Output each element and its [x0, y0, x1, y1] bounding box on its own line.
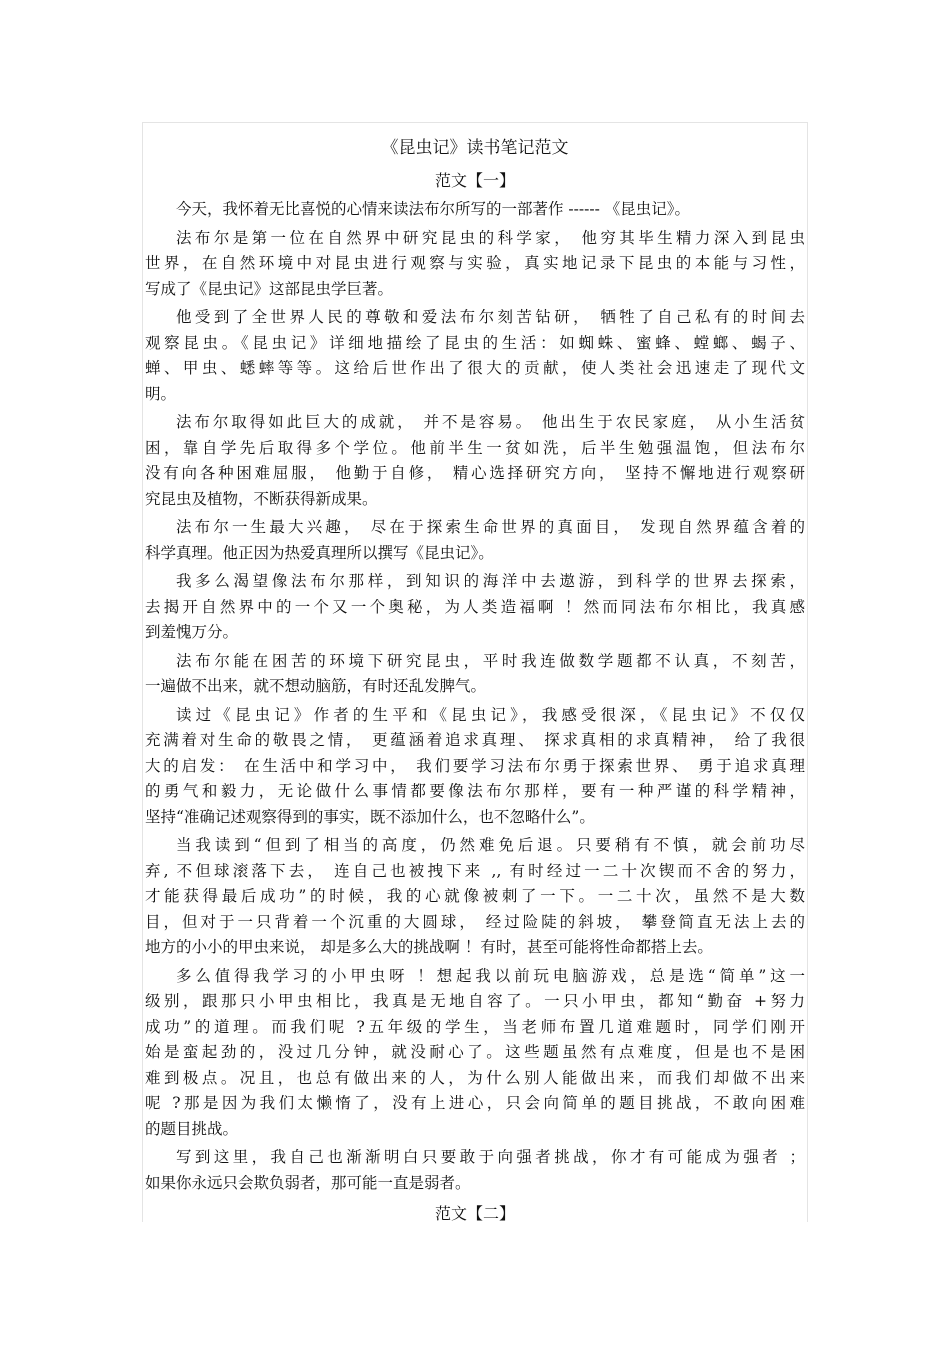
paragraph-line: 坚持“准确记述观察得到的事实，既不添加什么，也不忽略什么”。	[145, 807, 595, 826]
paragraph-line: 明。	[145, 384, 177, 403]
paragraph-line: 当我读到“但到了相当的高度，仍然难免后退。只要稍有不慎，就会前功尽	[176, 836, 805, 854]
paragraph-line: 科学真理。他正因为热爱真理所以撰写《昆虫记》。	[145, 543, 494, 562]
paragraph	[145, 703, 805, 831]
paragraph-line: 的勇气和毅力，无论做什么事情都要像法布尔那样，要有一种严谨的科学精神，	[145, 782, 805, 800]
paragraph-line: 法布尔能在困苦的环境下研究昆虫，平时我连做数学题都不认真，不刻苦，	[176, 651, 805, 670]
paragraph	[145, 964, 805, 1143]
paragraph-line: 观察昆虫。《昆虫记》详细地描绘了昆虫的生活：如蜘蛛、蜜蜂、螳螂、蝎子、	[145, 333, 805, 352]
paragraph-line: 究昆虫及植物，不断获得新成果。	[145, 489, 378, 508]
paragraph-line: 今天，我怀着无比喜悦的心情来读法布尔所写的一部著作 ------ 《昆虫记》。	[176, 200, 691, 218]
paragraph-line: 地方的小小的甲虫来说， 却是多么大的挑战啊 ！有时，甚至可能将性命都搭上去。	[145, 938, 713, 956]
paragraph	[145, 515, 805, 566]
paragraph	[145, 569, 805, 646]
paragraph-line: 呢 ?那是因为我们太懒惰了，没有上进心，只会向简单的题目挑战，不敢向困难	[145, 1094, 805, 1112]
paragraph-line: 没有向各种困难屈服， 他勤于自修， 精心选择研究方向， 坚持不懈地进行观察研	[145, 464, 805, 482]
paragraph-line: 世界，在自然环境中对昆虫进行观察与实验，真实地记录下昆虫的本能与习性，	[145, 254, 805, 272]
paragraph-line: 困，靠自学先后取得多个学位。他前半生一贫如洗，后半生勉强温饱，但法布尔	[145, 438, 805, 457]
paragraph-line: 级别，跟那只小甲虫相比，我真是无地自容了。一只小甲虫，都知“勤奋 +努力	[145, 992, 805, 1010]
section-heading-1: 范文【一】	[434, 171, 515, 190]
paragraph-line: 一遍做不出来，就不想动脑筋，有时还乱发脾气。	[145, 677, 487, 695]
paragraph	[145, 226, 805, 303]
section-heading-2: 范文【二】	[434, 1204, 515, 1223]
paragraph-line: 法布尔一生最大兴趣， 尽在于探索生命世界的真面目， 发现自然界蕴含着的	[176, 518, 805, 536]
paragraph-line: 大的启发： 在生活中和学习中， 我们要学习法布尔勇于探索世界、 勇于追求真理	[145, 756, 805, 775]
paragraph-line: 如果你永远只会欺负弱者，那可能一直是弱者。	[145, 1173, 471, 1192]
paragraph-line: 写成了《昆虫记》这部昆虫学巨著。	[145, 279, 394, 298]
paragraph-line: 难到极点。况且，也总有做出来的人，为什么别人能做出来，而我们却做不出来	[145, 1068, 805, 1087]
paragraph-line: 读过《昆虫记》作者的生平和《昆虫记》，我感受很深，《昆虫记》不仅仅	[176, 705, 805, 724]
paragraph	[145, 1145, 805, 1196]
paragraph-line: 充满着对生命的敬畏之情， 更蕴涵着追求真理、 探求真相的求真精神， 给了我很	[145, 731, 805, 749]
paragraph-line: 才能获得最后成功”的时候，我的心就像被刺了一下。一二十次，虽然不是大数	[145, 887, 805, 905]
paragraph	[145, 833, 805, 961]
paragraph-line: 写到这里，我自己也渐渐明白只要敢于向强者挑战，你才有可能成为强者 ；	[176, 1148, 805, 1166]
paragraph	[145, 410, 805, 512]
paragraph-line: 蝉、甲虫、蟋蟀等等。这给后世作出了很大的贡献，使人类社会迅速走了现代文	[145, 359, 805, 377]
paragraph	[145, 649, 805, 700]
document-body	[145, 133, 805, 1230]
paragraph-line: 始是蛮起劲的，没过几分钟，就没耐心了。这些题虽然有点难度，但是也不是困	[145, 1043, 805, 1061]
paragraph-line: 我多么渴望像法布尔那样，到知识的海洋中去遨游，到科学的世界去探索，	[176, 572, 805, 590]
paragraph-line: 到羞愧万分。	[145, 623, 239, 641]
paragraph-line: 法布尔取得如此巨大的成就， 并不是容易。 他出生于农民家庭， 从小生活贫	[176, 413, 805, 431]
paragraph	[145, 197, 805, 223]
paragraph-line: 目，但对于一只背着一个沉重的大圆球， 经过险陡的斜坡， 攀登简直无法上去的	[145, 912, 805, 931]
paragraph-line: 去揭开自然界中的一个又一个奥秘，为人类造福啊 ！然而同法布尔相比，我真感	[145, 597, 805, 616]
paragraph-line: 他受到了全世界人民的尊敬和爱法布尔刻苦钻研， 牺牲了自己私有的时间去	[176, 308, 805, 326]
document-title: 《昆虫记》读书笔记范文	[381, 138, 569, 158]
paragraph	[145, 305, 805, 407]
paragraph-line: 多么值得我学习的小甲虫呀 ！想起我以前玩电脑游戏，总是选“简单”这一	[176, 966, 805, 985]
paragraph-line: 的题目挑战。	[145, 1119, 239, 1138]
paragraph-line: 弃, 不但球滚落下去， 连自己也被拽下来 ,, 有时经过一二十次锲而不舍的努力，	[145, 861, 805, 880]
paragraph-line: 法布尔是第一位在自然界中研究昆虫的科学家， 他穷其毕生精力深入到昆虫	[176, 228, 805, 247]
paragraph-line: 成功”的道理。而我们呢 ?五年级的学生，当老师布置几道难题时，同学们刚开	[145, 1017, 805, 1036]
paragraph-container	[145, 197, 805, 1196]
